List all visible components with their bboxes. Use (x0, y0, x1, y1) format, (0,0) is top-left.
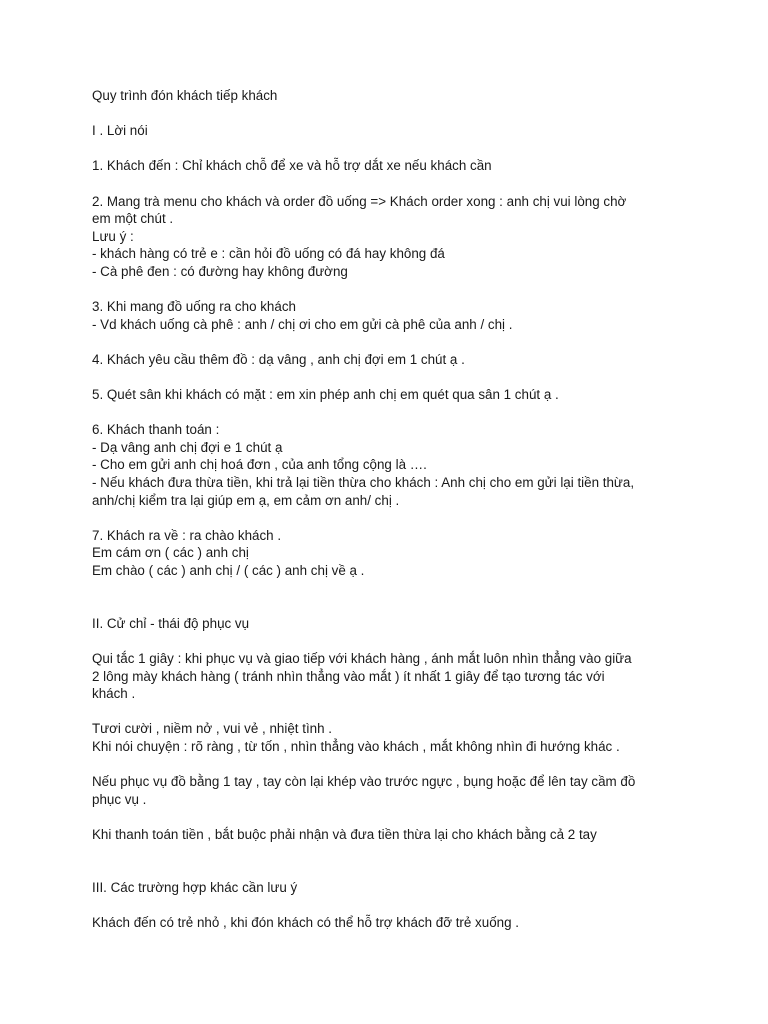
text-line: Khi nói chuyện : rõ ràng , từ tốn , nhìn thẳng vào khách , mắt không nhìn đi hướng khác . (92, 738, 620, 754)
section-1-item-2 (92, 193, 708, 281)
text-line: Nếu phục vụ đồ bằng 1 tay , tay còn lại khép vào trước ngực , bụng hoặc để lên tay cầm đồ (92, 774, 636, 790)
text-line: Lưu ý : (92, 228, 134, 244)
section-1-item-7 (92, 527, 708, 580)
section-1-item-1: 1. Khách đến : Chỉ khách chỗ để xe và hỗ trợ dắt xe nếu khách cần (92, 158, 492, 174)
text-line: Tươi cười , niềm nở , vui vẻ , nhiệt tình . (92, 721, 333, 737)
text-line: - Nếu khách đưa thừa tiền, khi trả lại tiền thừa cho khách : Anh chị cho em gửi lại tiền thừa, (92, 475, 635, 491)
text-line: - Vd khách uống cà phê : anh / chị ơi cho em gửi cà phê của anh / chị . (92, 316, 513, 332)
text-line: Em chào ( các ) anh chị / ( các ) anh chị về ạ . (92, 563, 365, 579)
section-2-heading: II. Cử chỉ - thái độ phục vụ (92, 615, 250, 631)
text-line: 3. Khi mang đồ uống ra cho khách (92, 299, 296, 315)
section-2-para-4: Khi thanh toán tiền , bắt buộc phải nhận và đưa tiền thừa lại cho khách bằng cả 2 tay (92, 826, 597, 842)
text-line: 6. Khách thanh toán : (92, 422, 220, 438)
text-line: 7. Khách ra về : ra chào khách . (92, 527, 282, 543)
text-line: Qui tắc 1 giây : khi phục vụ và giao tiếp với khách hàng , ánh mắt luôn nhìn thẳng vào giữa (92, 651, 632, 666)
text-line: khách . (92, 686, 136, 702)
section-1-item-6 (92, 421, 708, 509)
text-line: - khách hàng có trẻ e : cần hỏi đồ uống có đá hay không đá (92, 246, 445, 262)
text-line: - Cho em gửi anh chị hoá đơn , của anh tổng cộng là …. (92, 457, 427, 473)
section-1-item-5: 5. Quét sân khi khách có mặt : em xin phép anh chị em quét qua sân 1 chút ạ . (92, 387, 559, 403)
section-3-heading: III. Các trường hợp khác cần lưu ý (92, 879, 298, 895)
section-2-para-2 (92, 720, 708, 755)
section-1-item-4: 4. Khách yêu cầu thêm đồ : dạ vâng , anh chị đợi em 1 chút ạ . (92, 351, 465, 367)
text-line: phục vụ . (92, 791, 147, 807)
section-2-para-3 (92, 773, 708, 808)
section-3-para-1: Khách đến có trẻ nhỏ , khi đón khách có thể hỗ trợ khách đỡ trẻ xuống . (92, 914, 519, 930)
section-2-para-1 (92, 650, 708, 703)
text-line: Em cám ơn ( các ) anh chị (92, 545, 249, 561)
text-line: - Cà phê đen : có đường hay không đường (92, 263, 348, 279)
section-1-heading: I . Lời nói (92, 123, 148, 139)
text-line: em một chút . (92, 211, 174, 227)
document-title: Quy trình đón khách tiếp khách (92, 88, 278, 103)
text-line: 2 lông mày khách hàng ( tránh nhìn thẳng vào mắt ) ít nhất 1 giây để tạo tương tác với (92, 668, 605, 684)
text-line: - Dạ vâng anh chị đợi e 1 chút ạ (92, 439, 283, 455)
section-1-item-3 (92, 298, 708, 333)
text-line: 2. Mang trà menu cho khách và order đồ uống => Khách order xong : anh chị vui lòng chờ (92, 193, 627, 209)
text-line: anh/chị kiểm tra lại giúp em ạ, em cảm ơn anh/ chị . (92, 492, 400, 508)
